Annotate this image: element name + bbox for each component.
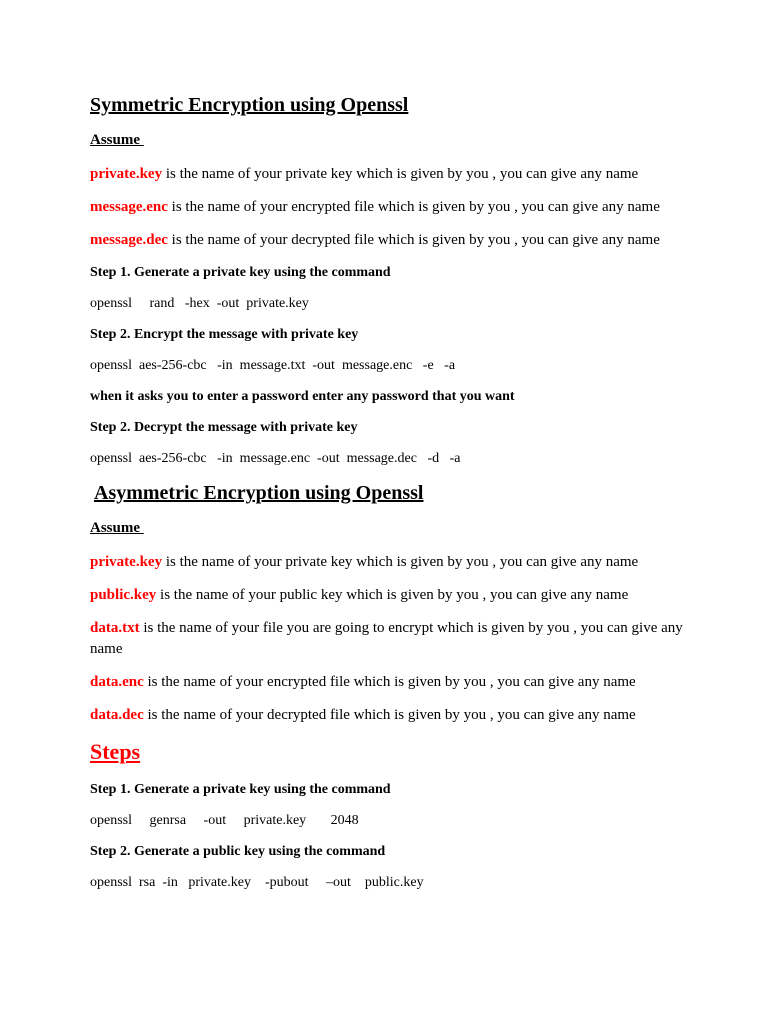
def-key-term: data.enc (90, 674, 144, 690)
def-key-term: data.dec (90, 707, 144, 723)
symmetric-step2-command: openssl aes-256-cbc -in message.txt -out message.enc -e -a (90, 358, 456, 373)
password-note: when it asks you to enter a password enter any password that you want (90, 389, 515, 404)
asymmetric-def-data-dec (90, 705, 690, 726)
asymmetric-def-data-txt (90, 618, 690, 660)
asymmetric-step1-heading: Step 1. Generate a private key using the command (90, 782, 391, 797)
def-description: is the name of your decrypted file which is given by you , you can give any name (167, 232, 660, 248)
symmetric-def-message-enc (90, 197, 690, 218)
symmetric-step3-heading: Step 2. Decrypt the message with private key (90, 420, 358, 435)
asymmetric-def-private-key (90, 552, 690, 573)
asymmetric-def-public-key (90, 585, 690, 606)
asymmetric-def-data-enc (90, 672, 690, 693)
def-key-term: data.txt (90, 620, 140, 636)
def-description: is the name of your encrypted file which is given by you , you can give any name (167, 199, 660, 215)
def-description: is the name of your encrypted file which is given by you , you can give any name (143, 674, 636, 690)
def-key-term: private.key (90, 554, 163, 570)
asymmetric-step2-command: openssl rsa -in private.key -pubout –out public.key (90, 875, 424, 890)
def-description: is the name of your private key which is given by you , you can give any name (162, 554, 639, 570)
symmetric-step1-command: openssl rand -hex -out private.key (90, 296, 309, 311)
def-description: is the name of your file you are going to encrypt which is given by you , you can give any name (90, 620, 683, 657)
def-description: is the name of your public key which is given by you , you can give any name (156, 587, 629, 603)
def-description: is the name of your decrypted file which is given by you , you can give any name (143, 707, 636, 723)
document-page (90, 92, 690, 904)
def-key-term: private.key (90, 166, 163, 182)
symmetric-step3-command: openssl aes-256-cbc -in message.enc -out message.dec -d -a (90, 451, 461, 466)
def-key-term: message.enc (90, 199, 168, 215)
symmetric-title: Symmetric Encryption using Openssl (90, 94, 409, 116)
steps-heading: Steps (90, 739, 141, 764)
symmetric-def-private-key (90, 164, 690, 185)
asymmetric-title: Asymmetric Encryption using Openssl (94, 482, 424, 504)
asymmetric-assume-heading: Assume (90, 520, 144, 536)
symmetric-assume-heading: Assume (90, 132, 144, 148)
symmetric-step2-heading: Step 2. Encrypt the message with private key (90, 327, 359, 342)
symmetric-step1-heading: Step 1. Generate a private key using the command (90, 265, 391, 280)
asymmetric-step2-heading: Step 2. Generate a public key using the command (90, 844, 386, 859)
def-description: is the name of your private key which is given by you , you can give any name (162, 166, 639, 182)
def-key-term: public.key (90, 587, 157, 603)
def-key-term: message.dec (90, 232, 168, 248)
asymmetric-step1-command: openssl genrsa -out private.key 2048 (90, 813, 359, 828)
symmetric-def-message-dec (90, 230, 690, 251)
